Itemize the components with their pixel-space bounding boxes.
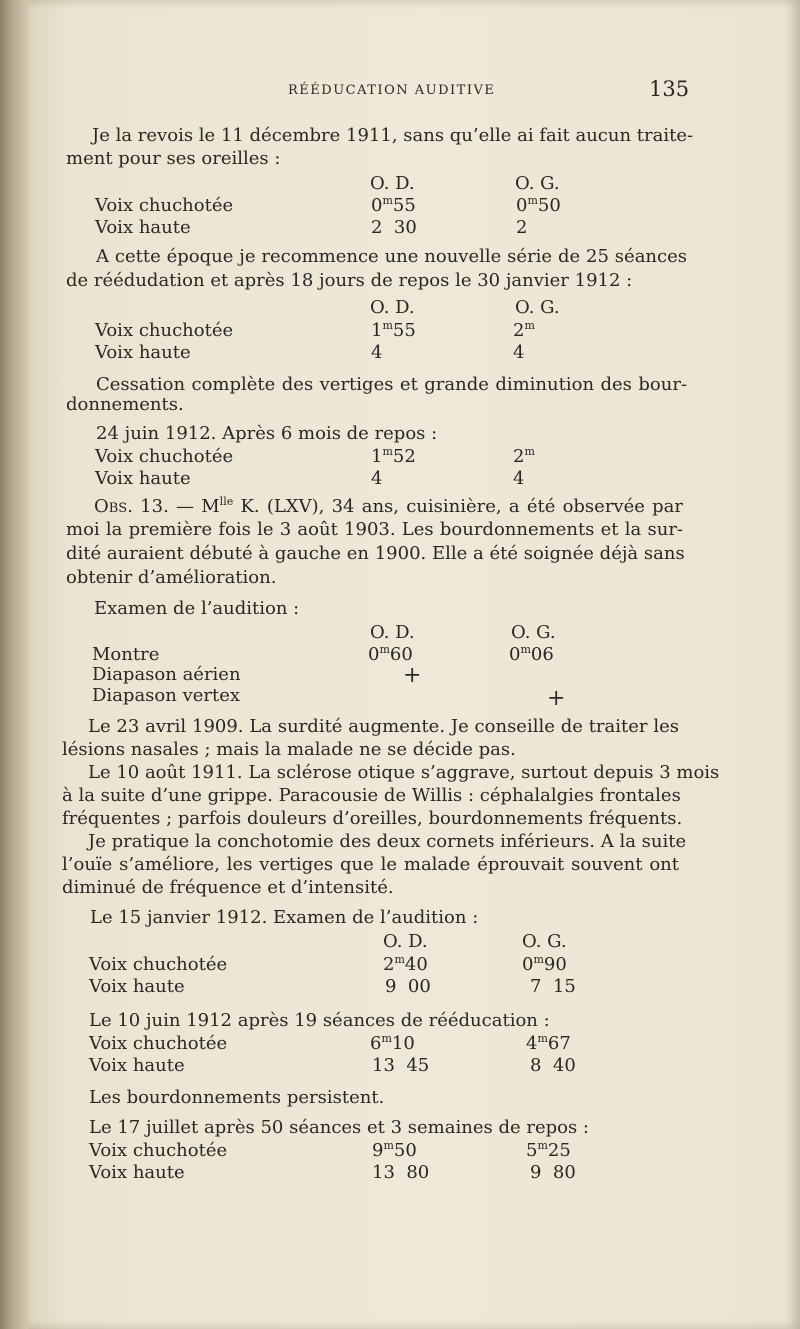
measurement-og: 2	[516, 217, 528, 238]
measurement-og: 0$^m$06	[509, 643, 554, 665]
paragraph-line: l’ouïe s’améliore, les vertiges que le malade éprouvait souvent ont	[62, 854, 679, 875]
paragraph-line: Le 10 juin 1912 après 19 séances de rééducation :	[89, 1010, 550, 1031]
measurement-od: 13 80	[372, 1162, 430, 1183]
row-label: Voix chuchotée	[95, 446, 234, 467]
measurement-od: 9$^m$50	[372, 1139, 417, 1161]
row-label: Diapason aérien	[92, 664, 241, 685]
observation-heading-line: Obs. 13. — $M^{lle}$ K. (LXV), 34 ans, cuisinière, a été observée par	[94, 495, 683, 517]
row-label: Voix haute	[89, 1055, 185, 1076]
paragraph-line: Je pratique la conchotomie des deux cornets inférieurs. A la suite	[88, 831, 687, 852]
column-header-og: O. G.	[515, 173, 560, 194]
measurement-od: 13 45	[372, 1055, 430, 1076]
measurement-og: 4$^m$67	[526, 1032, 571, 1054]
column-header-od: O. D.	[370, 622, 415, 643]
column-header-od: O. D.	[383, 931, 428, 952]
measurement-od: 1$^m$55	[371, 319, 416, 341]
measurement-od: 2$^m$40	[383, 953, 428, 975]
paragraph-line: 24 juin 1912. Après 6 mois de repos :	[96, 423, 438, 444]
paragraph-line: Les bourdonnements persistent.	[89, 1087, 385, 1108]
measurement-og: 5$^m$25	[526, 1139, 571, 1161]
row-label: Voix haute	[95, 342, 191, 363]
measurement-od: 4	[371, 468, 383, 489]
paragraph-line: lésions nasales ; mais la malade ne se décide pas.	[62, 739, 516, 760]
measurement-og: 2$^m$	[513, 319, 535, 341]
measurement-od: 4	[371, 342, 383, 363]
row-label: Diapason vertex	[92, 685, 241, 706]
measurement-og: +	[547, 686, 566, 711]
measurement-od: 0$^m$55	[371, 194, 416, 216]
paragraph-line: Le 17 juillet après 50 séances et 3 semaines de repos :	[89, 1117, 589, 1138]
row-label: Voix chuchotée	[95, 320, 234, 341]
paragraph-line: donnements.	[66, 394, 184, 415]
row-label: Voix haute	[95, 217, 191, 238]
paragraph-line: dité auraient débuté à gauche en 1900. Elle a été soignée déjà sans	[66, 543, 685, 564]
column-header-og: O. G.	[515, 297, 560, 318]
column-header-og: O. G.	[511, 622, 556, 643]
column-header-od: O. D.	[370, 173, 415, 194]
running-head: RÉÉDUCATION AUDITIVE	[288, 83, 496, 98]
measurement-od: 9 00	[385, 976, 431, 997]
measurement-od: 2 30	[371, 217, 417, 238]
measurement-og: 4	[513, 342, 525, 363]
row-label: Voix chuchotée	[95, 195, 234, 216]
measurement-og: 0$^m$50	[516, 194, 561, 216]
measurement-og: 0$^m$90	[522, 953, 567, 975]
measurement-og: 4	[513, 468, 525, 489]
paragraph-line: moi la première fois le 3 août 1903. Les bourdonnements et la sur-	[66, 519, 683, 540]
paragraph-line: Le 15 janvier 1912. Examen de l’audition :	[90, 907, 479, 928]
paragraph-line: Examen de l’audition :	[94, 598, 300, 619]
column-header-od: O. D.	[370, 297, 415, 318]
measurement-od: +	[403, 663, 422, 688]
row-label: Voix haute	[95, 468, 191, 489]
paragraph-line: Le 10 août 1911. La sclérose otique s’aggrave, surtout depuis 3 mois	[88, 762, 720, 783]
page-number: 135	[649, 77, 690, 101]
measurement-og: 9 80	[530, 1162, 576, 1183]
row-label: Montre	[92, 644, 160, 665]
paragraph-line: à la suite d’une grippe. Paracousie de Willis : céphalalgies frontales	[62, 785, 681, 806]
row-label: Voix chuchotée	[89, 1033, 228, 1054]
paragraph-line: A cette époque je recommence une nouvelle série de 25 séances	[96, 246, 687, 267]
measurement-od: 0$^m$60	[368, 643, 413, 665]
measurement-og: 2$^m$	[513, 445, 535, 467]
measurement-od: 1$^m$52	[371, 445, 416, 467]
row-label: Voix haute	[89, 976, 185, 997]
paragraph-line: fréquentes ; parfois douleurs d’oreilles, bourdonnements fréquents.	[62, 808, 683, 829]
paragraph-line: Je la revois le 11 décembre 1911, sans qu’elle ai fait aucun traite-	[92, 125, 694, 146]
paragraph-line: Le 23 avril 1909. La surdité augmente. Je conseille de traiter les	[88, 716, 679, 737]
row-label: Voix chuchotée	[89, 1140, 228, 1161]
paragraph-line: ment pour ses oreilles :	[66, 148, 281, 169]
measurement-og: 7 15	[530, 976, 576, 997]
paragraph-line: Cessation complète des vertiges et grande diminution des bour-	[96, 374, 687, 395]
measurement-og: 8 40	[530, 1055, 576, 1076]
measurement-od: 6$^m$10	[370, 1032, 415, 1054]
row-label: Voix chuchotée	[89, 954, 228, 975]
paragraph-line: de réédudation et après 18 jours de repos le 30 janvier 1912 :	[66, 270, 633, 291]
row-label: Voix haute	[89, 1162, 185, 1183]
paragraph-line: diminué de fréquence et d’intensité.	[62, 877, 394, 898]
paragraph-line: obtenir d’amélioration.	[66, 567, 277, 588]
column-header-og: O. G.	[522, 931, 567, 952]
